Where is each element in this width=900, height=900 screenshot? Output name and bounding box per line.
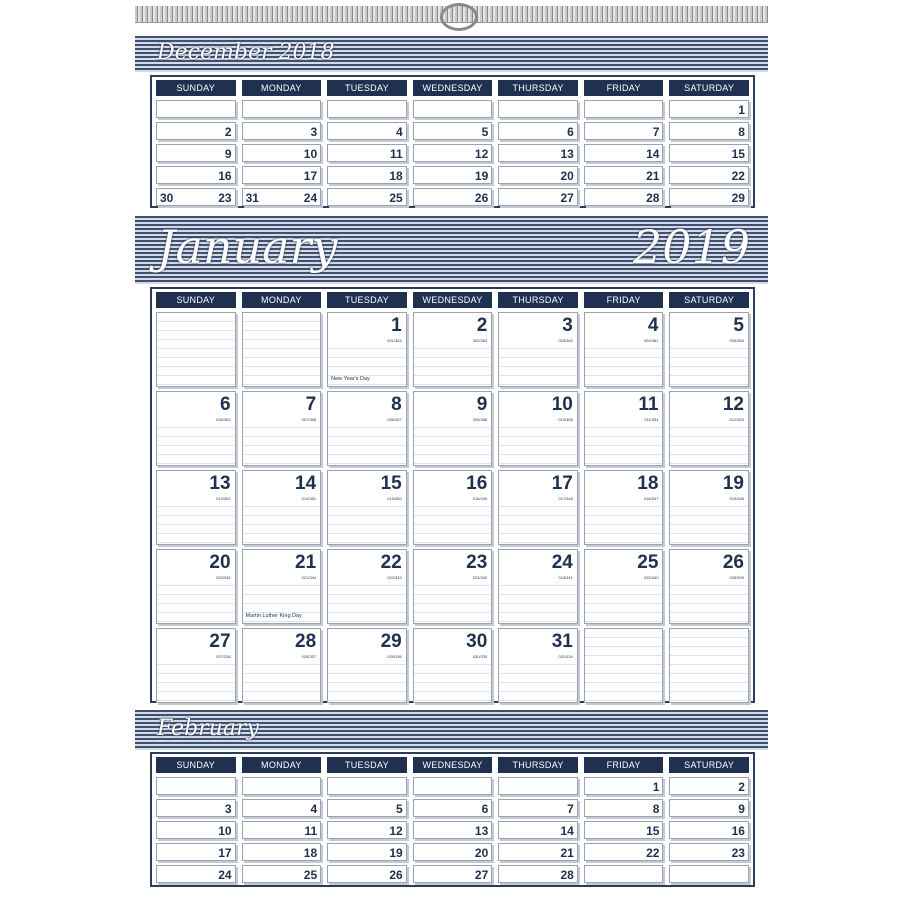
day-of-year: 006/359 — [216, 417, 231, 422]
day-cell[interactable] — [498, 628, 578, 703]
weekday-header: SUNDAY — [156, 292, 236, 308]
day-of-year: 015/350 — [387, 496, 402, 501]
day-number: 6 — [567, 125, 574, 139]
day-cell[interactable] — [156, 122, 236, 140]
day-number: 14 — [646, 147, 660, 161]
day-number: 10 — [303, 147, 318, 161]
day-cell[interactable] — [669, 144, 749, 162]
day-number: 7 — [305, 394, 317, 415]
day-cell[interactable] — [242, 100, 322, 118]
day-cell[interactable] — [498, 777, 578, 795]
day-cell[interactable] — [413, 122, 493, 140]
weekday-header: MONDAY — [242, 757, 322, 773]
day-of-year: 017/348 — [558, 496, 573, 501]
day-cell[interactable] — [413, 312, 493, 387]
day-cell[interactable] — [584, 100, 664, 118]
day-cell[interactable] — [584, 166, 664, 184]
day-cell[interactable] — [327, 188, 407, 206]
day-number: 3 — [562, 315, 573, 336]
day-cell[interactable] — [584, 865, 664, 883]
day-cell[interactable] — [327, 821, 407, 839]
day-of-year: 001/364 — [387, 338, 402, 343]
day-cell[interactable] — [584, 843, 664, 861]
day-cell[interactable] — [327, 628, 407, 703]
day-cell[interactable] — [584, 777, 664, 795]
day-number: 15 — [380, 473, 402, 494]
weekday-header: THURSDAY — [498, 292, 578, 308]
day-number: 23 — [731, 846, 745, 860]
day-number: 27 — [209, 631, 231, 652]
day-of-year: 011/354 — [644, 417, 659, 422]
day-number: 15 — [731, 147, 745, 161]
day-cell[interactable] — [669, 166, 749, 184]
day-number: 25 — [303, 868, 318, 882]
weekday-header: TUESDAY — [327, 80, 407, 96]
day-cell[interactable] — [584, 312, 664, 387]
day-number: 4 — [647, 315, 659, 336]
day-of-year: 003/362 — [558, 338, 573, 343]
day-cell[interactable] — [327, 799, 407, 817]
day-number: 14 — [560, 824, 574, 838]
day-number: 5 — [481, 125, 489, 139]
weekday-header: SUNDAY — [156, 757, 236, 773]
day-number: 9 — [224, 147, 232, 161]
day-cell[interactable] — [498, 188, 578, 206]
january-grid — [156, 292, 749, 703]
holiday-label: New Year's Day — [331, 376, 370, 382]
day-number: 17 — [303, 169, 318, 183]
day-number: 29 — [380, 631, 402, 652]
day-number: 13 — [209, 473, 231, 494]
day-cell[interactable] — [327, 144, 407, 162]
day-number-alt: 30 — [160, 191, 174, 205]
day-number: 1 — [652, 780, 660, 794]
day-number: 14 — [295, 473, 317, 494]
day-cell[interactable] — [156, 777, 236, 795]
day-cell[interactable] — [669, 865, 749, 883]
day-of-year: 030/335 — [472, 654, 488, 659]
day-number: 19 — [389, 846, 403, 860]
weekday-header: THURSDAY — [498, 80, 578, 96]
day-number: 27 — [560, 191, 574, 205]
day-number: 8 — [738, 125, 745, 139]
day-cell[interactable] — [669, 628, 749, 703]
day-cell[interactable] — [156, 144, 236, 162]
day-number: 28 — [295, 631, 317, 652]
day-of-year: 027/338 — [216, 654, 231, 659]
day-number: 11 — [304, 824, 318, 838]
day-cell[interactable] — [413, 777, 493, 795]
day-cell[interactable] — [669, 188, 749, 206]
weekday-header: WEDNESDAY — [413, 292, 493, 308]
day-number: 13 — [560, 147, 574, 161]
weekday-header: FRIDAY — [584, 80, 664, 96]
day-of-year: 020/345 — [216, 575, 231, 580]
day-number: 3 — [310, 125, 318, 139]
day-of-year: 002/363 — [472, 338, 488, 343]
day-number: 20 — [209, 552, 231, 573]
day-cell[interactable] — [156, 312, 236, 387]
day-number: 16 — [218, 169, 232, 183]
day-cell[interactable] — [669, 549, 749, 624]
day-cell[interactable] — [413, 865, 493, 883]
day-of-year: 010/355 — [558, 417, 573, 422]
day-number: 6 — [219, 394, 231, 415]
day-cell[interactable] — [498, 799, 578, 817]
day-cell[interactable] — [327, 391, 407, 466]
day-cell[interactable] — [242, 799, 322, 817]
day-number: 26 — [389, 868, 403, 882]
day-cell[interactable] — [156, 100, 236, 118]
day-cell[interactable] — [242, 821, 322, 839]
day-number: 7 — [652, 125, 660, 139]
day-number: 24 — [303, 191, 318, 205]
day-of-year: 026/339 — [729, 575, 744, 580]
day-number: 25 — [637, 552, 659, 573]
day-cell[interactable] — [584, 821, 664, 839]
january-title: January — [157, 220, 338, 274]
day-number: 4 — [396, 125, 403, 139]
day-cell[interactable] — [242, 865, 322, 883]
day-cell[interactable] — [498, 470, 578, 545]
day-cell[interactable] — [242, 549, 322, 624]
day-number: 12 — [474, 147, 489, 161]
day-number: 18 — [303, 846, 318, 860]
day-number: 11 — [638, 394, 659, 415]
day-number: 5 — [396, 802, 403, 816]
day-cell[interactable] — [498, 821, 578, 839]
day-cell[interactable] — [242, 470, 322, 545]
day-cell[interactable] — [327, 843, 407, 861]
day-number: 12 — [389, 824, 403, 838]
day-of-year: 012/353 — [729, 417, 744, 422]
day-cell[interactable] — [498, 166, 578, 184]
weekday-header: WEDNESDAY — [413, 80, 493, 96]
day-number: 5 — [733, 315, 744, 336]
day-number: 18 — [389, 169, 403, 183]
day-number: 21 — [646, 169, 660, 183]
weekday-header: TUESDAY — [327, 757, 407, 773]
day-number: 2 — [476, 315, 488, 336]
day-cell[interactable] — [156, 166, 236, 184]
day-cell[interactable] — [669, 391, 749, 466]
day-cell[interactable] — [327, 312, 407, 387]
weekday-header: SATURDAY — [669, 757, 749, 773]
day-of-year: 013/352 — [216, 496, 231, 501]
day-cell[interactable] — [584, 144, 664, 162]
day-number: 8 — [391, 394, 402, 415]
day-cell[interactable] — [156, 865, 236, 883]
day-cell[interactable] — [413, 843, 493, 861]
february-calendar — [150, 752, 755, 887]
day-cell[interactable] — [413, 188, 493, 206]
day-number: 2 — [738, 780, 745, 794]
day-number: 22 — [731, 169, 745, 183]
day-number: 24 — [218, 868, 232, 882]
day-cell[interactable] — [156, 470, 236, 545]
day-of-year: 025/340 — [643, 575, 659, 580]
day-number: 1 — [391, 315, 402, 336]
day-cell[interactable] — [584, 799, 664, 817]
day-number: 4 — [310, 802, 318, 816]
day-cell[interactable] — [498, 144, 578, 162]
january-calendar — [150, 287, 755, 703]
day-of-year: 005/360 — [729, 338, 744, 343]
day-number: 20 — [560, 169, 574, 183]
day-cell[interactable] — [413, 470, 493, 545]
weekday-header: MONDAY — [242, 292, 322, 308]
day-cell[interactable] — [156, 821, 236, 839]
day-cell[interactable] — [327, 470, 407, 545]
day-number: 3 — [224, 802, 232, 816]
day-number: 6 — [481, 802, 489, 816]
day-cell[interactable] — [498, 391, 578, 466]
january-year: 2019 — [632, 220, 750, 274]
day-number: 10 — [551, 394, 573, 415]
day-of-year: 019/346 — [729, 496, 744, 501]
day-cell[interactable] — [413, 391, 493, 466]
day-number: 24 — [551, 552, 573, 573]
day-number: 25 — [389, 191, 403, 205]
weekday-header: FRIDAY — [584, 757, 664, 773]
day-of-year: 007/358 — [301, 417, 317, 422]
february-banner — [135, 710, 768, 750]
day-of-year: 008/357 — [387, 417, 402, 422]
day-number: 1 — [738, 103, 745, 117]
day-of-year: 022/343 — [387, 575, 402, 580]
day-cell[interactable] — [327, 777, 407, 795]
weekday-header: THURSDAY — [498, 757, 578, 773]
day-cell[interactable] — [156, 799, 236, 817]
day-cell[interactable] — [669, 843, 749, 861]
weekday-header: FRIDAY — [584, 292, 664, 308]
weekday-header: WEDNESDAY — [413, 757, 493, 773]
day-number: 16 — [731, 824, 745, 838]
day-cell[interactable] — [327, 122, 407, 140]
day-number: 10 — [218, 824, 232, 838]
day-of-year: 023/342 — [472, 575, 488, 580]
day-number: 20 — [474, 846, 489, 860]
weekday-header: SATURDAY — [669, 80, 749, 96]
day-cell[interactable] — [413, 549, 493, 624]
day-number: 26 — [722, 552, 744, 573]
day-cell[interactable] — [242, 312, 322, 387]
day-of-year: 021/344 — [301, 575, 317, 580]
december-title: December 2018 — [157, 40, 335, 65]
day-cell[interactable] — [413, 628, 493, 703]
day-number: 15 — [646, 824, 660, 838]
day-cell[interactable] — [156, 628, 236, 703]
day-of-year: 018/347 — [643, 496, 659, 501]
weekday-header: SUNDAY — [156, 80, 236, 96]
day-number: 23 — [466, 552, 488, 573]
february-grid — [156, 757, 749, 883]
day-cell[interactable] — [498, 843, 578, 861]
day-number-alt: 31 — [245, 191, 259, 205]
weekday-header: SATURDAY — [669, 292, 749, 308]
day-of-year: 014/351 — [301, 496, 317, 501]
day-cell[interactable] — [669, 122, 749, 140]
day-number: 31 — [551, 631, 573, 652]
day-cell[interactable] — [242, 628, 322, 703]
day-number: 18 — [637, 473, 659, 494]
day-cell[interactable] — [242, 166, 322, 184]
day-of-year: 024/341 — [558, 575, 573, 580]
day-cell[interactable] — [156, 549, 236, 624]
day-number: 13 — [474, 824, 489, 838]
day-cell[interactable] — [413, 799, 493, 817]
day-number: 23 — [218, 191, 232, 205]
day-cell[interactable] — [242, 777, 322, 795]
day-cell[interactable] — [584, 391, 664, 466]
day-cell[interactable] — [413, 100, 493, 118]
day-cell[interactable] — [242, 188, 322, 206]
weekday-header: TUESDAY — [327, 292, 407, 308]
day-number: 9 — [738, 802, 745, 816]
hanger-ring-icon — [440, 3, 478, 31]
day-cell[interactable] — [669, 100, 749, 118]
january-banner — [135, 216, 768, 284]
december-banner — [135, 36, 768, 72]
day-of-year: 016/349 — [472, 496, 488, 501]
day-of-year: 009/356 — [472, 417, 488, 422]
day-cell[interactable] — [327, 865, 407, 883]
day-number: 19 — [474, 169, 489, 183]
day-number: 21 — [295, 552, 317, 573]
day-of-year: 028/337 — [301, 654, 317, 659]
day-cell[interactable] — [669, 777, 749, 795]
day-number: 16 — [466, 473, 488, 494]
day-number: 22 — [646, 846, 660, 860]
day-cell[interactable] — [156, 843, 236, 861]
day-of-year: 029/336 — [387, 654, 402, 659]
weekday-header: MONDAY — [242, 80, 322, 96]
day-cell[interactable] — [242, 391, 322, 466]
day-cell[interactable] — [413, 821, 493, 839]
day-number: 2 — [224, 125, 232, 139]
day-number: 26 — [474, 191, 489, 205]
day-cell[interactable] — [498, 865, 578, 883]
day-cell[interactable] — [242, 122, 322, 140]
day-cell[interactable] — [669, 799, 749, 817]
day-cell[interactable] — [327, 166, 407, 184]
day-cell[interactable] — [584, 549, 664, 624]
day-number: 22 — [380, 552, 402, 573]
day-cell[interactable] — [242, 144, 322, 162]
day-number: 17 — [551, 473, 573, 494]
day-cell[interactable] — [584, 628, 664, 703]
day-cell[interactable] — [498, 312, 578, 387]
day-number: 19 — [722, 473, 744, 494]
day-cell[interactable] — [498, 549, 578, 624]
day-cell[interactable] — [584, 188, 664, 206]
day-cell[interactable] — [156, 391, 236, 466]
day-number: 28 — [560, 868, 574, 882]
day-cell[interactable] — [669, 312, 749, 387]
december-calendar — [150, 75, 755, 208]
day-cell[interactable] — [327, 100, 407, 118]
day-number: 11 — [390, 147, 403, 161]
february-title: February — [157, 716, 259, 741]
day-number: 29 — [731, 191, 745, 205]
day-cell[interactable] — [327, 549, 407, 624]
day-of-year: 031/334 — [558, 654, 573, 659]
day-number: 27 — [474, 868, 489, 882]
december-grid — [156, 80, 749, 206]
day-number: 30 — [466, 631, 488, 652]
day-number: 7 — [567, 802, 574, 816]
day-cell[interactable] — [669, 821, 749, 839]
day-cell[interactable] — [156, 188, 236, 206]
day-cell[interactable] — [584, 122, 664, 140]
day-number: 9 — [476, 394, 488, 415]
day-cell[interactable] — [413, 144, 493, 162]
holiday-label: Martin Luther King Day — [245, 613, 302, 619]
day-cell[interactable] — [413, 166, 493, 184]
day-number: 21 — [560, 846, 574, 860]
day-cell[interactable] — [669, 470, 749, 545]
day-number: 17 — [218, 846, 232, 860]
day-cell[interactable] — [498, 100, 578, 118]
day-cell[interactable] — [584, 470, 664, 545]
day-number: 12 — [722, 394, 744, 415]
day-cell[interactable] — [242, 843, 322, 861]
day-cell[interactable] — [498, 122, 578, 140]
day-number: 28 — [646, 191, 660, 205]
day-number: 8 — [652, 802, 660, 816]
day-of-year: 004/361 — [643, 338, 659, 343]
